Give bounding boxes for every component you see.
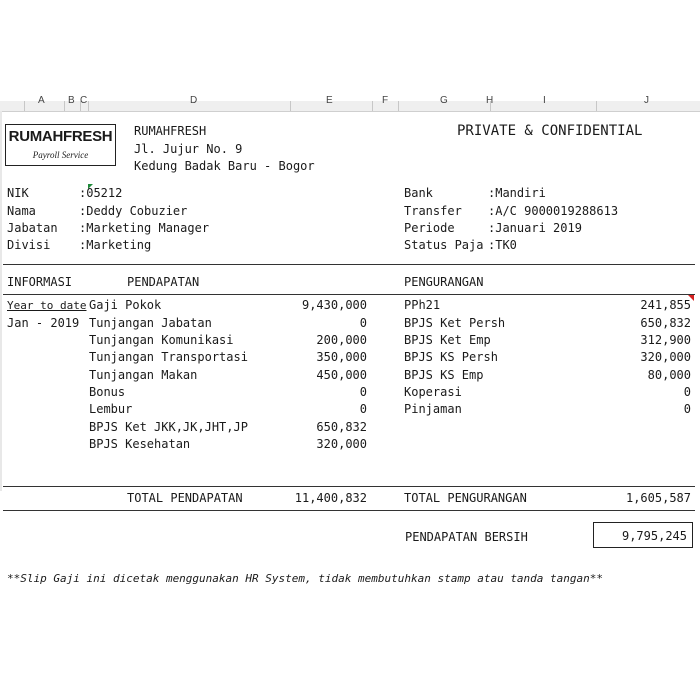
deduction-label: BPJS Ket Persh [404, 316, 506, 330]
earning-label: Bonus [89, 385, 126, 399]
deduction-value[interactable]: 0 [683, 402, 691, 416]
total-pendapatan-label: TOTAL PENDAPATAN [127, 491, 243, 505]
divisi-value[interactable]: :Marketing [79, 238, 152, 252]
column-separator [290, 101, 291, 111]
section-pendapatan: PENDAPATAN [127, 275, 200, 289]
row-header-strip [0, 111, 2, 491]
ytd-label: Year to date [7, 299, 87, 312]
column-separator [596, 101, 597, 111]
logo-subtitle: Payroll Service [32, 150, 89, 160]
divider-totals [3, 486, 695, 487]
nik-value[interactable]: :05212 [79, 186, 123, 200]
column-letter-a[interactable]: A [38, 95, 45, 106]
periode-label: Periode [404, 221, 455, 235]
status-pajak-label: Status Paja [404, 238, 484, 252]
earning-label: Tunjangan Komunikasi [89, 333, 234, 347]
deduction-label: Pinjaman [404, 402, 462, 416]
confidential-label: PRIVATE & CONFIDENTIAL [457, 123, 643, 139]
deduction-value[interactable]: 80,000 [647, 368, 691, 382]
nama-value[interactable]: :Deddy Cobuzier [79, 204, 188, 218]
bank-value[interactable]: :Mandiri [488, 186, 546, 200]
total-pengurangan-label: TOTAL PENGURANGAN [404, 491, 527, 505]
column-separator [88, 101, 89, 111]
earning-value[interactable]: 450,000 [316, 368, 367, 382]
earning-label: Gaji Pokok [89, 298, 162, 312]
column-header-strip[interactable] [0, 95, 700, 112]
earning-value[interactable]: 200,000 [316, 333, 367, 347]
jabatan-label: Jabatan [7, 221, 58, 235]
earning-value[interactable]: 0 [359, 316, 367, 330]
earning-label: Tunjangan Transportasi [89, 350, 248, 364]
divider-top [3, 264, 695, 265]
company-address-line2: Kedung Badak Baru - Bogor [134, 159, 315, 173]
column-letter-e[interactable]: E [326, 95, 333, 106]
status-pajak-value[interactable]: :TK0 [488, 238, 517, 252]
deduction-value[interactable]: 0 [683, 385, 691, 399]
divisi-label: Divisi [7, 238, 51, 252]
deduction-value[interactable]: 241,855 [640, 298, 691, 312]
divider-bottom [3, 510, 695, 511]
transfer-value[interactable]: :A/C 9000019288613 [488, 204, 619, 218]
earning-value[interactable]: 0 [359, 402, 367, 416]
company-address-line1: Jl. Jujur No. 9 [134, 142, 243, 156]
column-letter-j[interactable]: J [644, 95, 649, 106]
column-letter-b[interactable]: B [68, 95, 75, 106]
section-pengurangan: PENGURANGAN [404, 275, 484, 289]
deduction-value[interactable]: 312,900 [640, 333, 691, 347]
column-letter-d[interactable]: D [190, 95, 198, 106]
column-separator [398, 101, 399, 111]
divider-header [3, 294, 695, 295]
earning-label: Tunjangan Jabatan [89, 316, 212, 330]
deduction-label: BPJS KS Emp [404, 368, 484, 382]
earning-label: BPJS Kesehatan [89, 437, 191, 451]
column-separator [372, 101, 373, 111]
deduction-value[interactable]: 320,000 [640, 350, 691, 364]
net-pay-value: 9,795,245 [621, 529, 687, 543]
deduction-value[interactable]: 650,832 [640, 316, 691, 330]
transfer-label: Transfer [404, 204, 462, 218]
footer-note: **Slip Gaji ini dicetak menggunakan HR System, tidak membutuhkan stamp atau tanda tangan** [7, 572, 604, 585]
company-name: RUMAHFRESH [134, 124, 207, 138]
column-separator [64, 101, 65, 111]
total-pendapatan-value[interactable]: 11,400,832 [294, 491, 367, 505]
periode-value[interactable]: :Januari 2019 [488, 221, 582, 235]
deduction-label: BPJS Ket Emp [404, 333, 491, 347]
column-letter-c[interactable]: C [80, 95, 88, 106]
jabatan-value[interactable]: :Marketing Manager [79, 221, 210, 235]
deduction-label: BPJS KS Persh [404, 350, 498, 364]
column-letter-i[interactable]: I [543, 95, 546, 106]
nik-label: NIK [7, 186, 29, 200]
company-logo [5, 124, 116, 166]
section-informasi: INFORMASI [7, 275, 73, 289]
net-pay-label: PENDAPATAN BERSIH [405, 530, 528, 544]
logo-title: RUMAHFRESH [8, 128, 113, 145]
earning-label: Lembur [89, 402, 133, 416]
deduction-label: PPh21 [404, 298, 441, 312]
bank-label: Bank [404, 186, 433, 200]
column-separator [24, 101, 25, 111]
earning-value[interactable]: 9,430,000 [301, 298, 367, 312]
total-pengurangan-value[interactable]: 1,605,587 [625, 491, 691, 505]
earning-value[interactable]: 350,000 [316, 350, 367, 364]
earning-label: Tunjangan Makan [89, 368, 198, 382]
earning-value[interactable]: 320,000 [316, 437, 367, 451]
column-letter-h[interactable]: H [486, 95, 494, 106]
info-period: Jan - 2019 [7, 316, 80, 330]
comment-marker-icon [88, 184, 93, 189]
earning-value[interactable]: 0 [359, 385, 367, 399]
deduction-label: Koperasi [404, 385, 462, 399]
nama-label: Nama [7, 204, 36, 218]
earning-label: BPJS Ket JKK,JK,JHT,JP [89, 420, 248, 434]
earning-value[interactable]: 650,832 [316, 420, 367, 434]
net-pay-box[interactable] [593, 522, 693, 548]
column-letter-g[interactable]: G [440, 95, 448, 106]
column-letter-f[interactable]: F [382, 95, 389, 106]
